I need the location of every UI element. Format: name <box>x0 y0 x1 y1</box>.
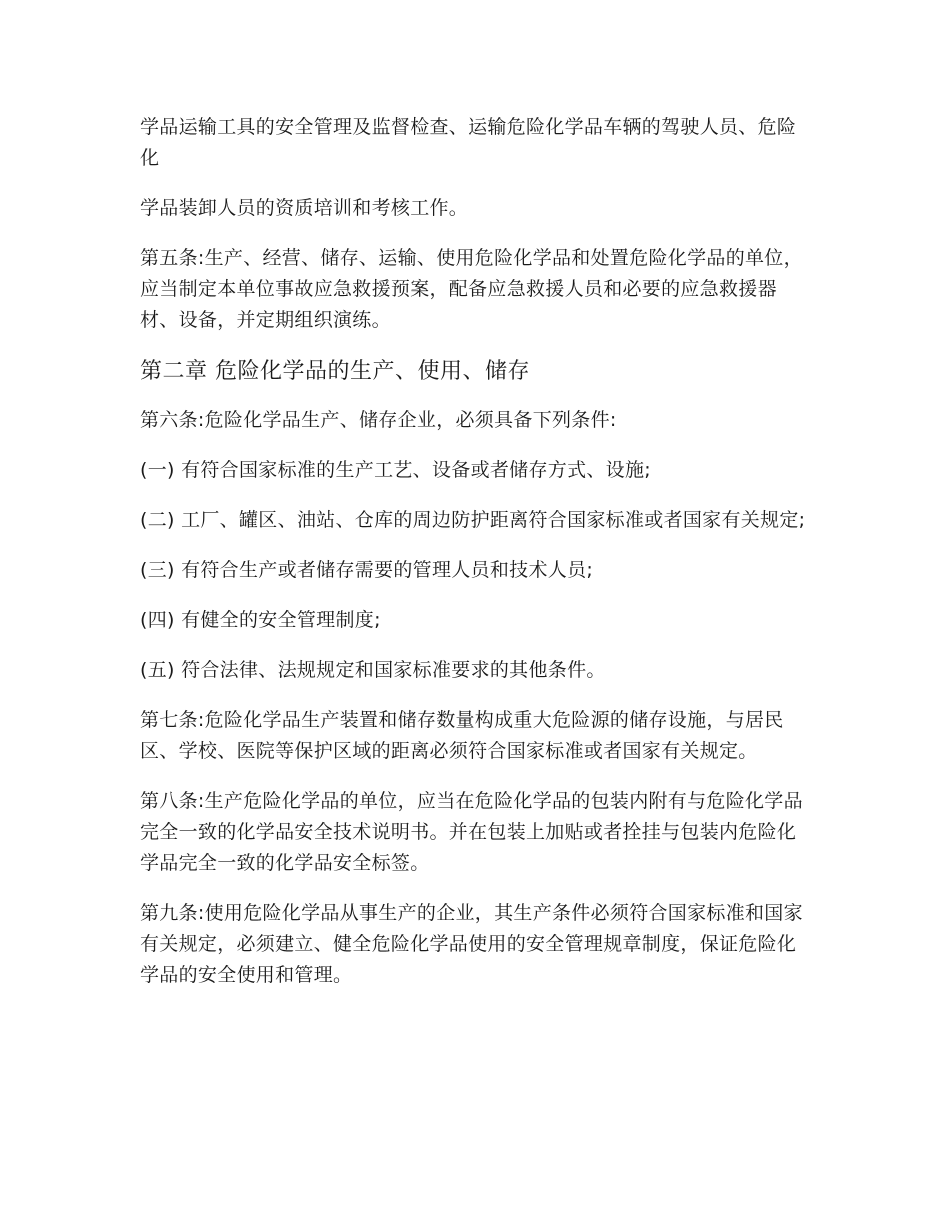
article-5: 第五条:生产、经营、储存、运输、使用危险化学品和处置危险化学品的单位，应当制定本单位事故应急救援预案，配备应急救援人员和必要的应急救援器材、设备，并定期组织演练。 <box>140 247 803 331</box>
condition-item-1: (一) 有符合国家标准的生产工艺、设备或者储存方式、设施; <box>140 459 651 481</box>
condition-item-4: (四) 有健全的安全管理制度; <box>140 609 381 631</box>
paragraph-loading-staff: 学品装卸人员的资质培训和考核工作。 <box>140 197 469 219</box>
paragraph-transport-duties: 学品运输工具的安全管理及监督检查、运输危险化学品车辆的驾驶人员、危险化 <box>140 116 797 169</box>
chapter-2-heading: 第二章 危险化学品的生产、使用、储存 <box>140 359 530 384</box>
condition-item-5: (五) 符合法律、法规规定和国家标准要求的其他条件。 <box>140 659 606 681</box>
article-8: 第八条:生产危险化学品的单位，应当在危险化学品的包装内附有与危险化学品完全一致的化学品安全技术说明书。并在包装上加贴或者拴挂与包装内危险化学品完全一致的化学品安全标签。 <box>140 790 803 874</box>
article-9: 第九条:使用危险化学品从事生产的企业，其生产条件必须符合国家标准和国家有关规定，必须建立、健全危险化学品使用的安全管理规章制度，保证危险化学品的安全使用和管理。 <box>140 902 803 986</box>
document-body <box>140 112 812 1010</box>
condition-item-3: (三) 有符合生产或者储存需要的管理人员和技术人员; <box>140 559 594 581</box>
article-6: 第六条:危险化学品生产、储存企业，必须具备下列条件: <box>140 409 617 431</box>
condition-item-2: (二) 工厂、罐区、油站、仓库的周边防护距离符合国家标准或者国家有关规定; <box>140 509 806 531</box>
article-7: 第七条:危险化学品生产装置和储存数量构成重大危险源的储存设施，与居民区、学校、医院等保护区域的距离必须符合国家标准或者国家有关规定。 <box>140 709 784 762</box>
